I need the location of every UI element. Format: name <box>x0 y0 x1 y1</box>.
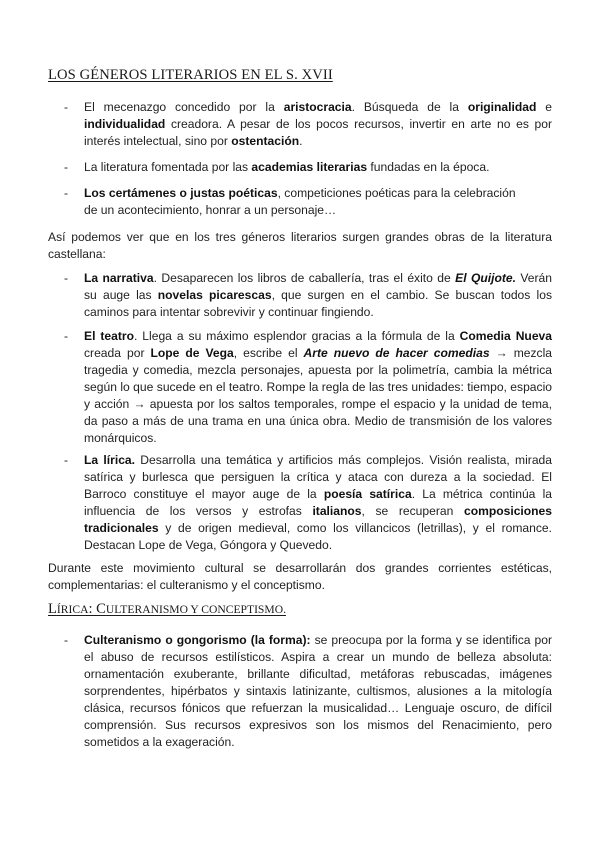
work-title: El Quijote. <box>455 271 516 285</box>
keyword: academias literarias <box>251 160 368 174</box>
bullet-dash: - <box>64 329 69 343</box>
work-title: Arte nuevo de hacer comedias <box>303 346 490 360</box>
genre-heading: La lírica. <box>84 453 136 467</box>
bullet-dash: - <box>64 453 69 467</box>
keyword: Los certámenes o justas poéticas <box>84 186 278 200</box>
intro-item-patronage: El mecenazgo concedido por la aristocracia. Búsqueda de la originalidad e individualidad creadora. A pesar de los pocos recursos, invertir en arte no es por interés intelectual, sino por ostentación. <box>84 100 552 148</box>
keyword: Lope de Vega <box>150 346 234 360</box>
keyword: italianos <box>312 504 362 518</box>
keyword: novelas picarescas <box>157 288 272 302</box>
bullet-dash: - <box>64 186 69 200</box>
keyword: poesía satírica <box>323 487 412 501</box>
genre-lirica: La lírica. Desarrolla una temática y artificios más complejos. Visión realista, mirada satírica y burlesca que persiguen la crítica y ataca con dureza a la sociedad. El Barroco constituye el mayor auge de la poesía satírica. La métrica continúa la influencia de los versos y estrofas italianos, se recuperan composiciones tradicionales y de origen medieval, como los villancicos (letrillas), y el romance. Destacan Lope de Vega, Góngora y Quevedo. <box>84 453 553 552</box>
keyword: originalidad <box>467 100 537 114</box>
bridge-paragraph: Así podemos ver que en los tres géneros literarios surgen grandes obras de la literatura castellana: <box>48 230 552 261</box>
section-title: LÍRICA: CULTERANISMO Y CONCEPTISMO. <box>48 601 286 617</box>
closing-paragraph: Durante este movimiento cultural se desarrollarán dos grandes corrientes estéticas, complementarias: el culteranismo y el conceptismo. <box>48 561 552 592</box>
keyword: aristocracia <box>283 100 352 114</box>
intro-item-contests: Los certámenes o justas poéticas, competiciones poéticas para la celebración de un acontecimiento, honrar a un personaje… <box>84 186 516 217</box>
keyword: ostentación <box>231 134 300 148</box>
page-title: LOS GÉNEROS LITERARIOS EN EL S. XVII <box>48 67 333 83</box>
bullet-dash: - <box>64 633 69 647</box>
keyword: Comedia Nueva <box>459 329 552 343</box>
intro-item-academies: La literatura fomentada por las academias literarias fundadas en la época. <box>84 160 490 174</box>
item-heading: Culteranismo o gongorismo (la forma): <box>84 633 311 647</box>
genre-heading: La narrativa <box>84 271 154 285</box>
bullet-dash: - <box>64 100 69 114</box>
genre-teatro: El teatro. Llega a su máximo esplendor gracias a la fórmula de la Comedia Nueva creada por Lope de Vega, escribe el Arte nuevo de hacer comedias → mezcla tragedia y comedia, mezcla personajes, apuesta por la polimetría, cambia la métrica según lo que sucede en el teatro. Rompe la regla de las tres unidades: tiempo, espacio y acción → apuesta por los saltos temporales, rompe el espacio y la unidad de tema, da paso a más de una trama en una única obra. Medio de transmisión de los valores monárquicos. <box>84 329 552 445</box>
culteranismo-item: Culteranismo o gongorismo (la forma): se preocupa por la forma y se identifica por el abuso de recursos estilísticos. Aspira a crear un mundo de belleza absoluta: ornamentación exuberante, brillante dificultad, metáforas rebuscadas, imágenes sorprendentes, hipérbatos y sintaxis latinizante, cultismos, alusiones a la mitología clásica, recursos fónicos que refuerzan la musicalidad… Lenguaje oscuro, de difícil comprensión. Sus recursos expresivos son los mismos del Renacimiento, pero sometidos a la exageración. <box>84 633 553 749</box>
bullet-dash: - <box>64 160 69 174</box>
keyword: individualidad <box>84 117 166 131</box>
keyword: composiciones tradicionales <box>84 504 553 535</box>
bullet-dash: - <box>64 271 69 285</box>
genre-heading: El teatro <box>84 329 134 343</box>
genre-narrativa: La narrativa. Desaparecen los libros de caballería, tras el éxito de El Quijote. Verán su auge las novelas picarescas, que surgen en el cambio. Se buscan todos los caminos para intentar sobrevivir y continuar fingiendo. <box>84 271 553 319</box>
